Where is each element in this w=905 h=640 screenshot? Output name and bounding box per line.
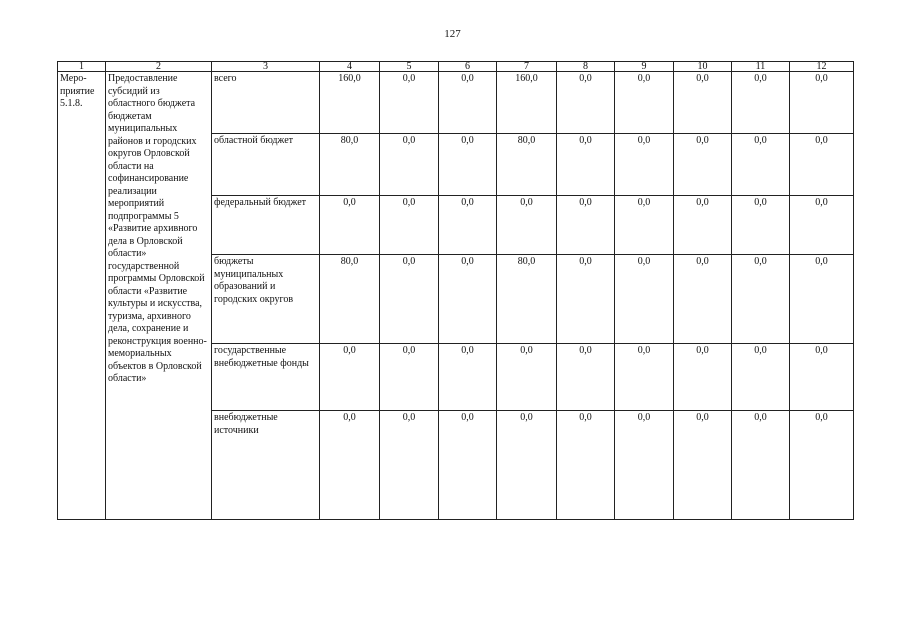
header-cell: 1 xyxy=(58,62,106,72)
value-cell: 0,0 xyxy=(380,255,439,344)
value-cell: 0,0 xyxy=(557,72,615,134)
header-cell: 9 xyxy=(615,62,674,72)
value-cell: 0,0 xyxy=(674,72,732,134)
activity-code-line: приятие xyxy=(60,85,95,97)
funding-source-cell: всего xyxy=(212,72,320,134)
value-cell: 80,0 xyxy=(320,134,380,196)
value-cell: 0,0 xyxy=(790,255,854,344)
value-cell: 0,0 xyxy=(615,344,674,411)
activity-code-cell xyxy=(58,72,106,520)
value-cell: 0,0 xyxy=(380,411,439,520)
value-cell: 0,0 xyxy=(497,344,557,411)
funding-source-cell: областной бюджет xyxy=(212,134,320,196)
value-cell: 0,0 xyxy=(615,196,674,255)
value-cell: 0,0 xyxy=(320,411,380,520)
value-cell: 0,0 xyxy=(732,255,790,344)
value-cell: 0,0 xyxy=(439,72,497,134)
value-cell: 0,0 xyxy=(790,134,854,196)
value-cell: 160,0 xyxy=(497,72,557,134)
funding-source-cell: внебюджетные источники xyxy=(212,411,320,520)
value-cell: 0,0 xyxy=(615,72,674,134)
value-cell: 80,0 xyxy=(497,134,557,196)
value-cell: 0,0 xyxy=(615,255,674,344)
value-cell: 0,0 xyxy=(380,344,439,411)
header-cell: 12 xyxy=(790,62,854,72)
value-cell: 0,0 xyxy=(790,344,854,411)
value-cell: 0,0 xyxy=(320,344,380,411)
value-cell: 0,0 xyxy=(674,255,732,344)
value-cell: 160,0 xyxy=(320,72,380,134)
value-cell: 80,0 xyxy=(497,255,557,344)
activity-code-line: 5.1.8. xyxy=(60,98,83,109)
value-cell: 0,0 xyxy=(497,196,557,255)
value-cell: 0,0 xyxy=(790,196,854,255)
value-cell: 0,0 xyxy=(557,134,615,196)
value-cell: 0,0 xyxy=(439,411,497,520)
value-cell: 0,0 xyxy=(674,411,732,520)
activity-code-line: Меро- xyxy=(60,73,87,84)
value-cell: 0,0 xyxy=(732,134,790,196)
funding-source-cell: государственные внебюджетные фонды xyxy=(212,344,320,411)
header-row xyxy=(58,62,854,72)
value-cell: 0,0 xyxy=(557,344,615,411)
funding-source-cell: федеральный бюджет xyxy=(212,196,320,255)
value-cell: 0,0 xyxy=(732,72,790,134)
header-cell: 10 xyxy=(674,62,732,72)
value-cell: 0,0 xyxy=(790,72,854,134)
value-cell: 0,0 xyxy=(674,196,732,255)
header-cell: 4 xyxy=(320,62,380,72)
value-cell: 0,0 xyxy=(732,344,790,411)
header-cell: 5 xyxy=(380,62,439,72)
header-cell: 8 xyxy=(557,62,615,72)
value-cell: 0,0 xyxy=(557,255,615,344)
page-number: 127 xyxy=(444,28,461,40)
value-cell: 80,0 xyxy=(320,255,380,344)
value-cell: 0,0 xyxy=(615,411,674,520)
value-cell: 0,0 xyxy=(439,134,497,196)
table-row xyxy=(58,72,854,134)
funding-source-cell: бюджеты муниципальных образований и городских округов xyxy=(212,255,320,344)
value-cell: 0,0 xyxy=(320,196,380,255)
value-cell: 0,0 xyxy=(732,196,790,255)
value-cell: 0,0 xyxy=(790,411,854,520)
value-cell: 0,0 xyxy=(674,134,732,196)
value-cell: 0,0 xyxy=(439,255,497,344)
value-cell: 0,0 xyxy=(557,196,615,255)
header-cell: 6 xyxy=(439,62,497,72)
value-cell: 0,0 xyxy=(732,411,790,520)
value-cell: 0,0 xyxy=(557,411,615,520)
header-cell: 7 xyxy=(497,62,557,72)
value-cell: 0,0 xyxy=(439,196,497,255)
value-cell: 0,0 xyxy=(380,72,439,134)
budget-table xyxy=(57,61,854,520)
value-cell: 0,0 xyxy=(497,411,557,520)
header-cell: 2 xyxy=(106,62,212,72)
value-cell: 0,0 xyxy=(380,196,439,255)
header-cell: 11 xyxy=(732,62,790,72)
value-cell: 0,0 xyxy=(615,134,674,196)
value-cell: 0,0 xyxy=(439,344,497,411)
header-cell: 3 xyxy=(212,62,320,72)
activity-description-cell: Предоставление субсидий из областного бюджета бюджетам муниципальных районов и городских округов Орловской области на софинансирование реализации мероприятий подпрограммы 5 «Развитие архивного дела в Орловской области» государственной программы Орловской области «Развитие культуры и искусства, туризма, архивного дела, сохранение и реконструкция военно-мемориальных объектов в Орловской области» xyxy=(106,72,212,520)
value-cell: 0,0 xyxy=(674,344,732,411)
value-cell: 0,0 xyxy=(380,134,439,196)
